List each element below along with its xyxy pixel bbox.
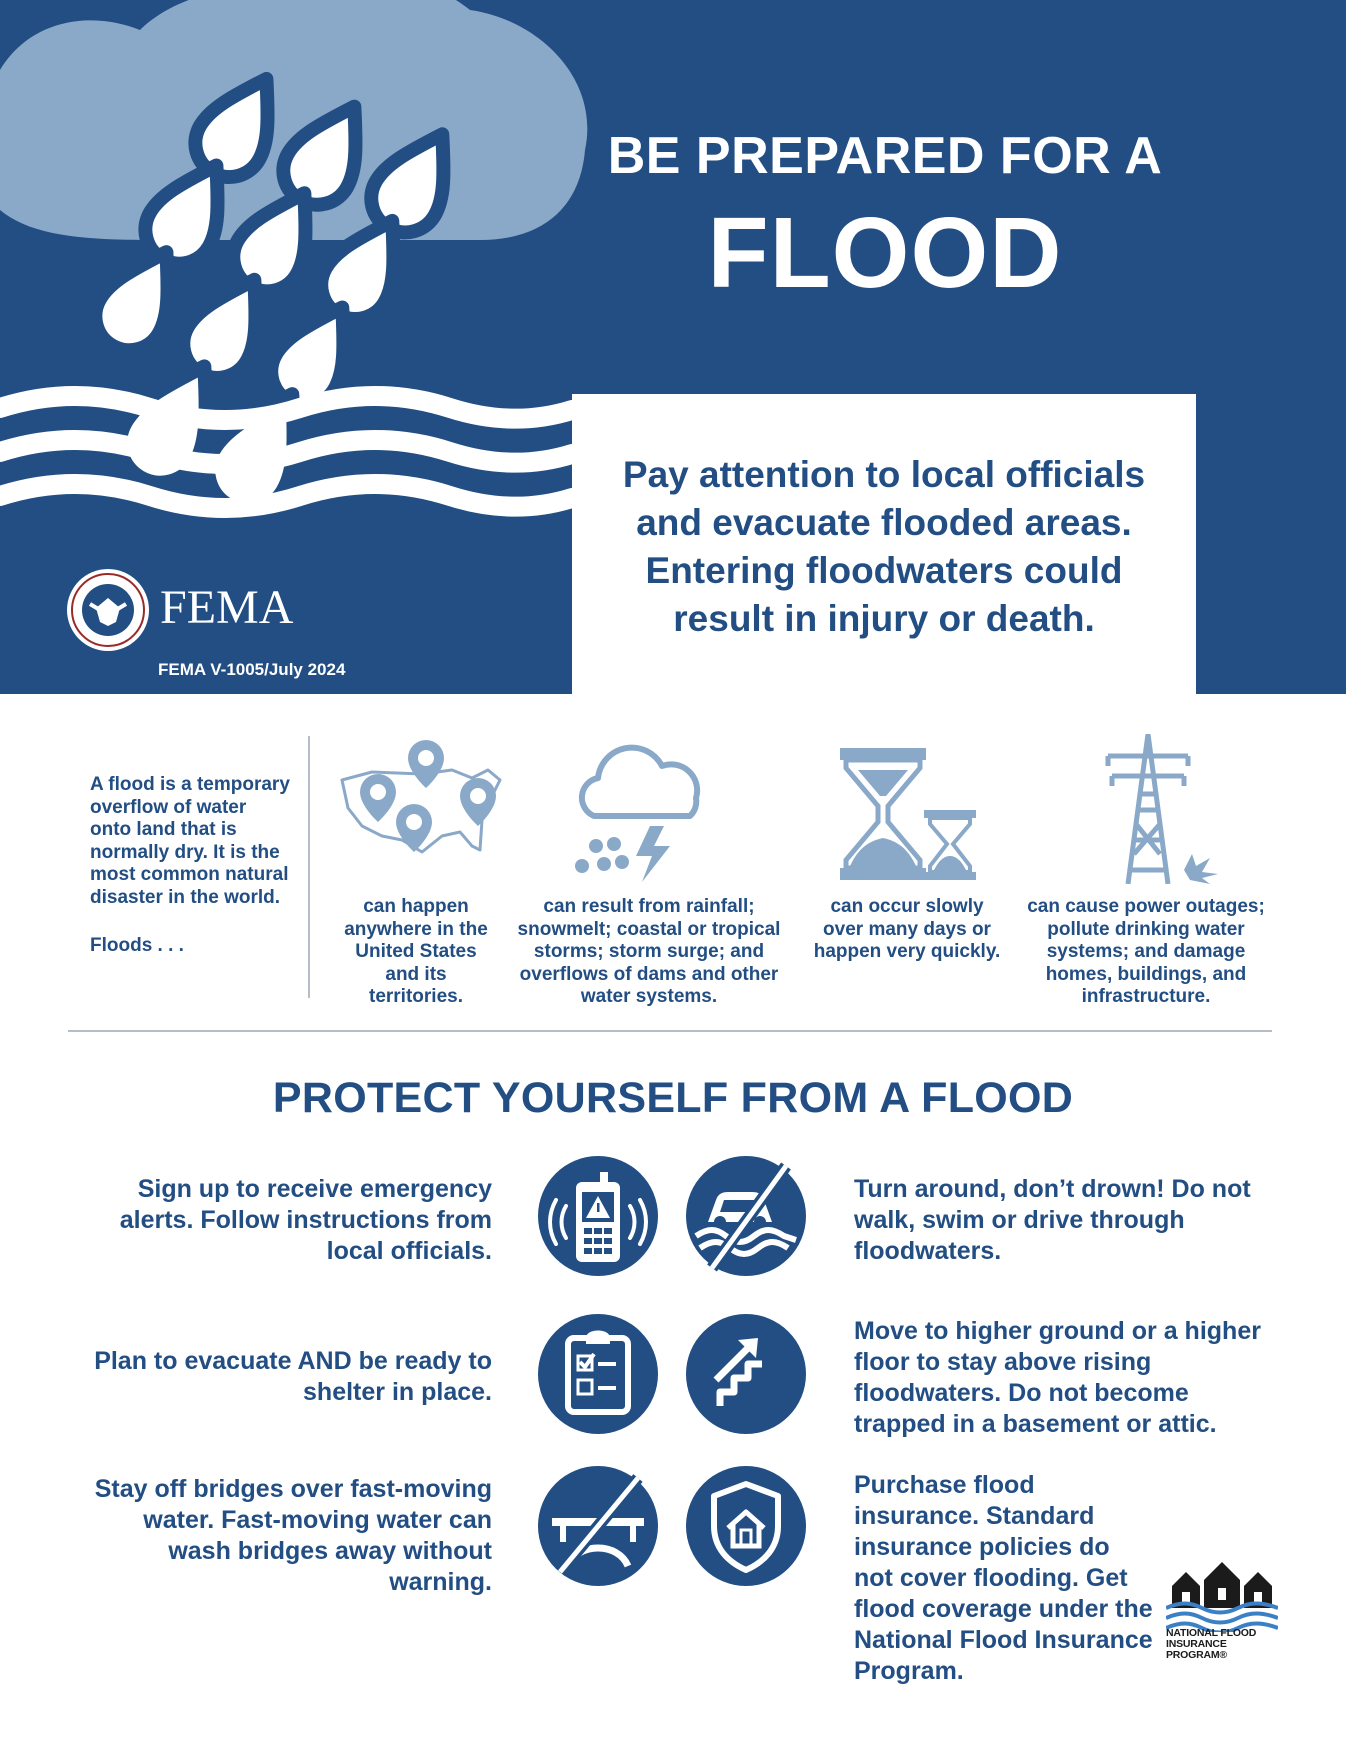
tip-turn-around: Turn around, don’t drown! Do not walk, swim or drive through floodwaters. [854,1175,1251,1265]
fact-impacts: can cause power outages; pollute drinking water systems; and damage homes, buildings, and infrastructure. [1027,896,1265,1007]
no-car-in-water-icon [686,1156,806,1276]
home-shield-icon [686,1466,806,1586]
us-map-pins-icon [332,740,508,880]
protect-title: PROTECT YOURSELF FROM A FLOOD [272,1074,1074,1122]
agency-wordmark: FEMA [160,581,294,634]
publication-number: FEMA V-1005/July 2024 [158,660,346,679]
fact-causes: can result from rainfall; snowmelt; coastal or tropical storms; storm surge; and overflows of dams and other water systems. [517,896,781,1007]
evacuate-callout [572,394,1196,694]
nfip-logo-text: NATIONAL FLOOD INSURANCE PROGRAM® [1166,1627,1257,1661]
power-tower-icon [1100,734,1220,884]
home-shield-circle [686,1466,806,1586]
stairs-up-circle [686,1314,806,1434]
fact-speed: can occur slowly over many days or happen very quickly. [813,896,1001,962]
phone-alert-icon [538,1156,658,1276]
hourglass-icon [840,748,926,880]
small-hourglass-icon [924,810,976,880]
hero-kicker: BE PREPARED FOR A [607,127,1163,185]
section-divider [68,1030,1272,1032]
checklist-circle [538,1314,658,1434]
tip-alerts: Sign up to receive emergency alerts. Follow instructions from local officials. [119,1175,492,1265]
flood-definition [90,774,290,958]
tip-higher-ground: Move to higher ground or a higher floor to stay above rising floodwaters. Do not become trapped in a basement or attic. [854,1317,1261,1438]
nfip-houses-logo [1166,1562,1278,1632]
hero-banner [0,0,1346,694]
fact-anywhere: can happen anywhere in the United States and its territories. [344,896,488,1007]
tip-evacuate-plan: Plan to evacuate AND be ready to shelter in place. [94,1347,492,1406]
tip-flood-insurance: Purchase flood insurance. Standard insurance policies do not cover flooding. Get flood coverage under the National Flood Insurance Program. [854,1471,1153,1685]
page-title: FLOOD [707,197,1063,309]
dhs-seal-logo [66,568,150,652]
stairs-up-icon [686,1314,806,1434]
checklist-icon [538,1314,658,1434]
no-bridge-circle [538,1466,658,1586]
no-car-in-water-circle [686,1156,806,1276]
floods-lead: Floods . . . [90,935,184,956]
tip-bridges: Stay off bridges over fast-moving water. Fast-moving water can wash bridges away without warning. [94,1475,492,1596]
callout-text: Pay attention to local officials and evacuate flooded areas. Entering floodwaters could result in injury or death. [622,454,1146,639]
flood-definition-text: A flood is a temporary overflow of water onto land that is normally dry. It is the most common natural disaster in the world. [90,774,290,908]
vertical-divider [308,736,310,998]
no-bridge-icon [538,1466,658,1586]
phone-alert-circle [538,1156,658,1276]
storm-cloud-icon [570,736,710,886]
